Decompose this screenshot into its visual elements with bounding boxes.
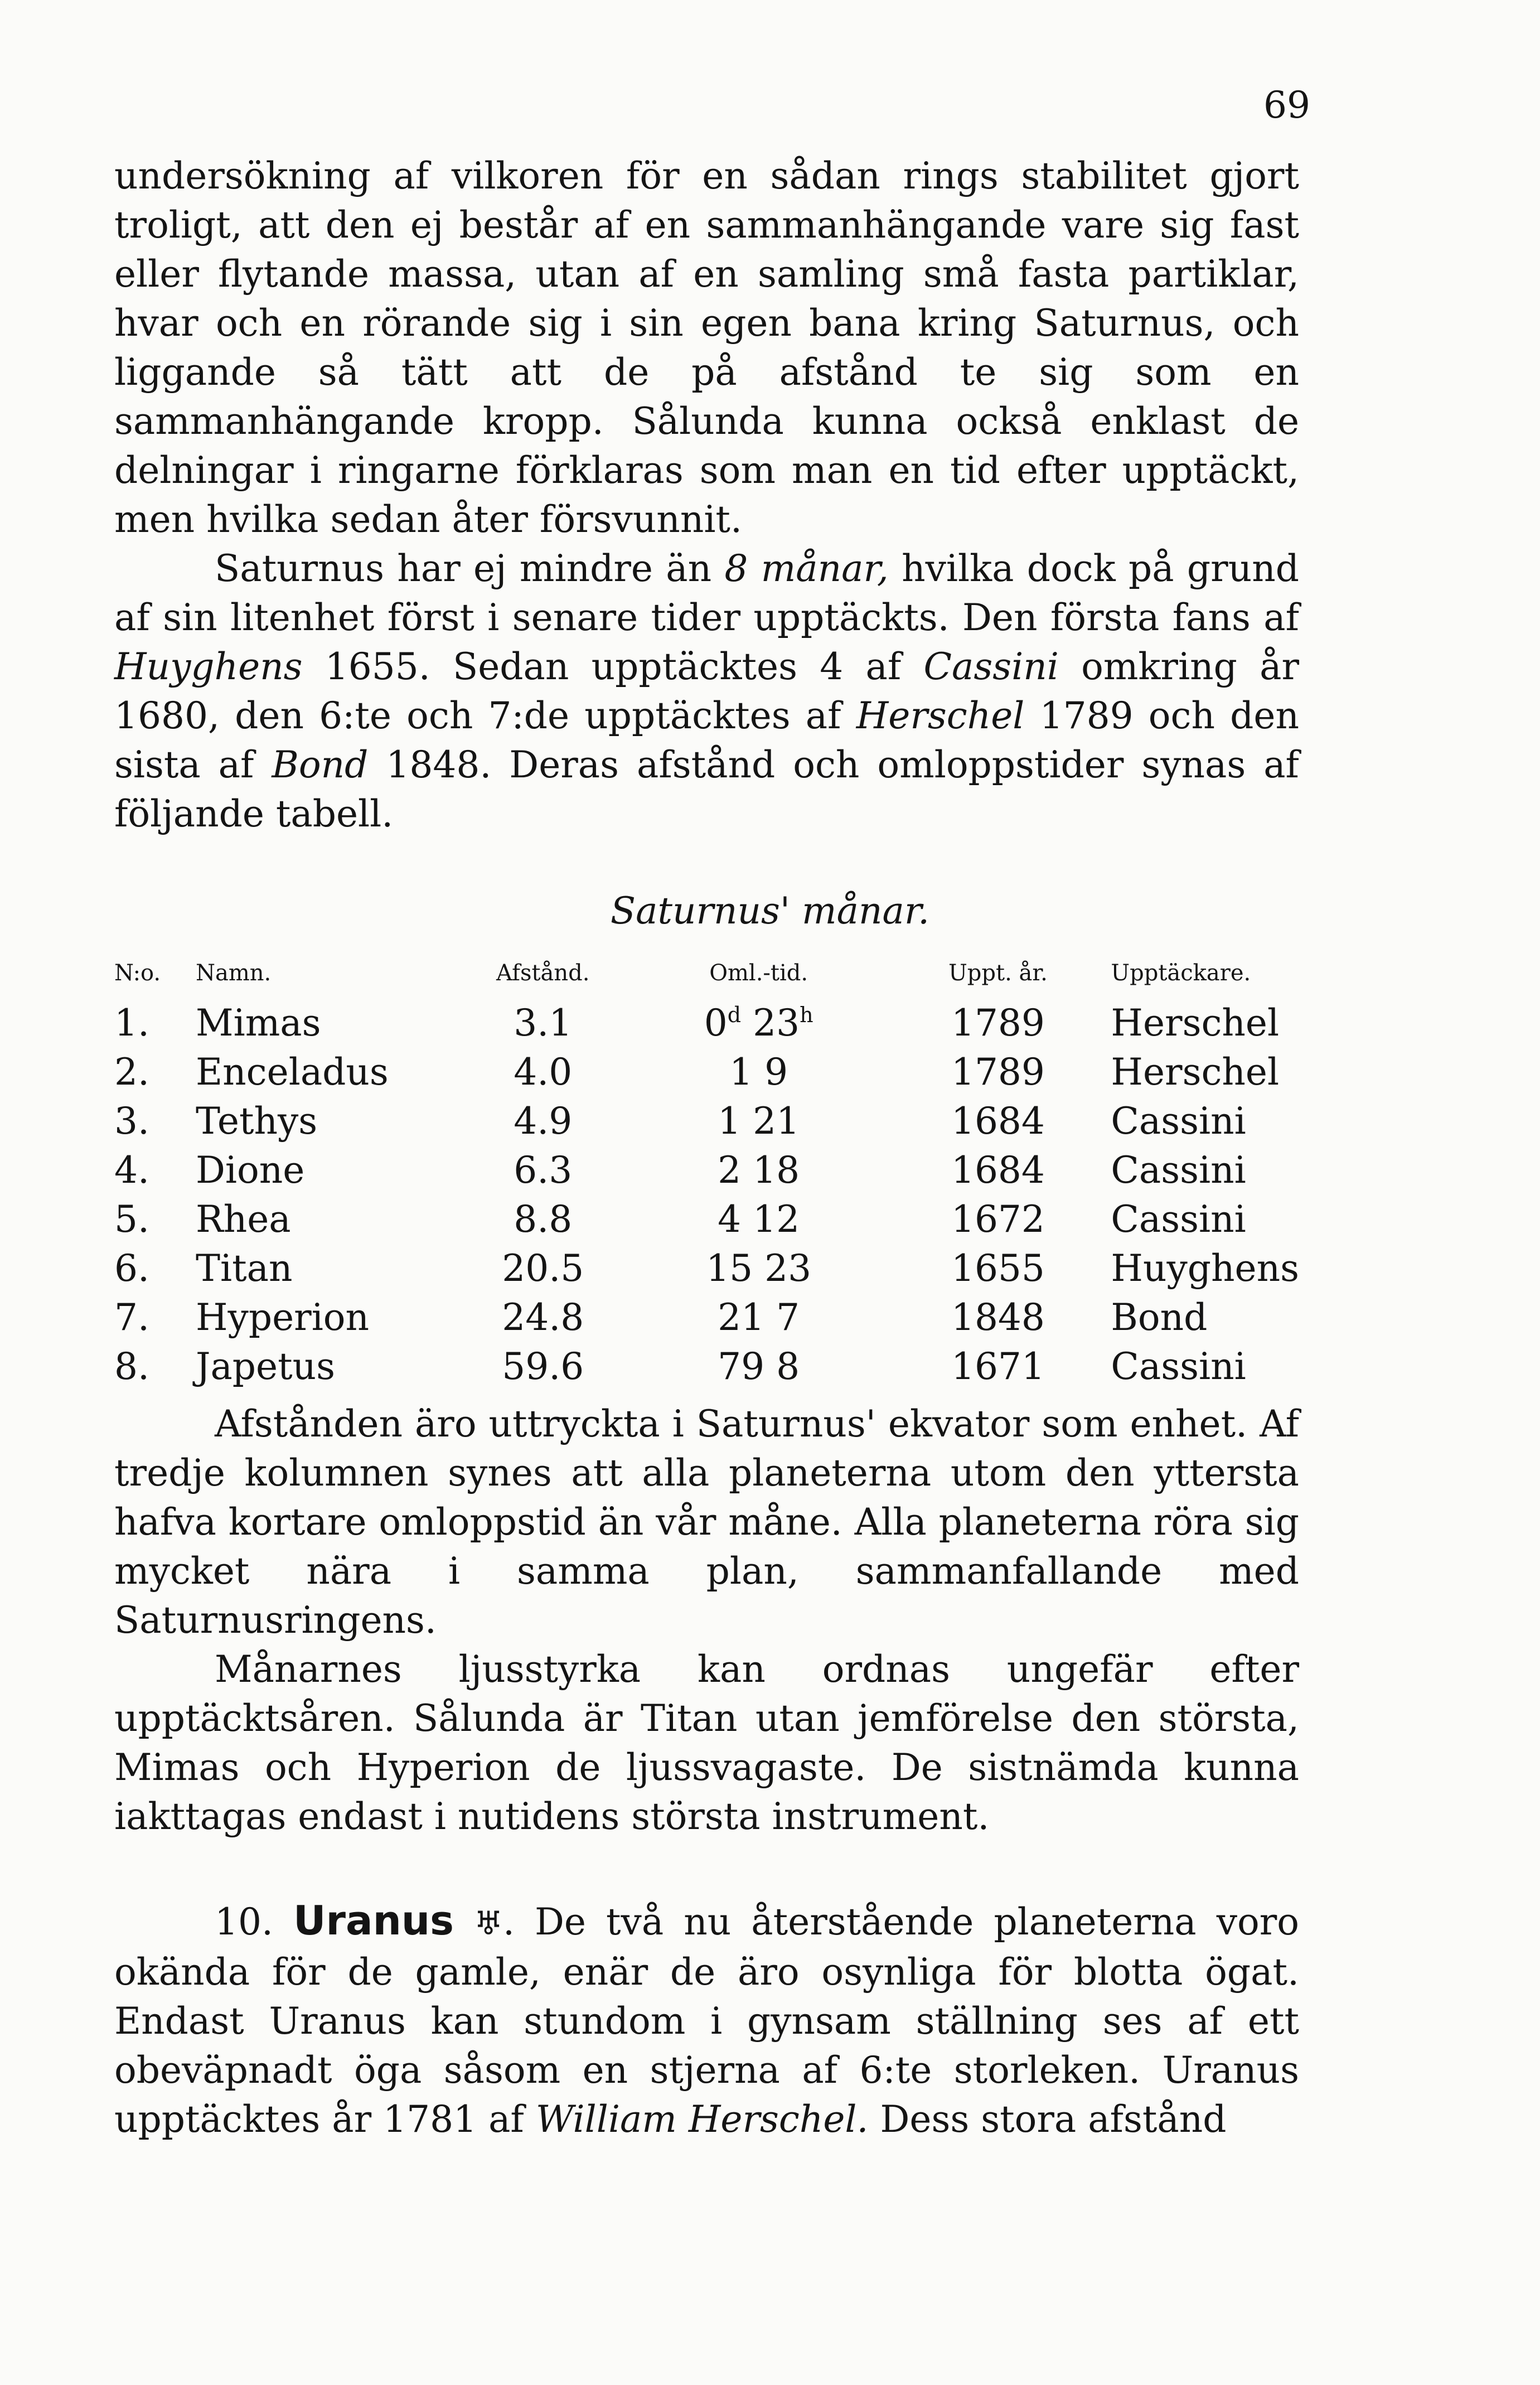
header-number: N:o. xyxy=(114,960,161,986)
cell-name: Hyperion xyxy=(196,1295,370,1339)
cell-distance: 59.6 xyxy=(502,1344,584,1388)
cell-distance: 4.0 xyxy=(514,1050,573,1094)
table-row xyxy=(114,1342,1299,1391)
page-number: 69 xyxy=(1263,84,1310,127)
cell-number: 2. xyxy=(114,1050,149,1094)
cell-distance: 8.8 xyxy=(514,1197,573,1241)
cell-period: 15 23 xyxy=(706,1246,812,1290)
cell-year: 1789 xyxy=(951,1050,1045,1094)
header-period: Oml.-tid. xyxy=(709,960,808,986)
cell-number: 1. xyxy=(114,1001,149,1044)
cell-period: 4 12 xyxy=(718,1197,800,1241)
section-title: Uranus xyxy=(293,1897,454,1944)
cell-discoverer: Bond xyxy=(1111,1295,1208,1339)
cell-discoverer: Herschel xyxy=(1111,1001,1280,1044)
cell-year: 1655 xyxy=(951,1246,1045,1290)
table-row xyxy=(114,1293,1299,1342)
header-distance: Afstånd. xyxy=(496,960,590,986)
paragraph-brightness: Månarnes ljusstyrka kan ordnas ungefär efter upptäcktsåren. Sålunda är Titan utan jemförelse den största, Mimas och Hyperion de ljussvagaste. De sistnämda kunna iakttagas endast i nutidens största instrument. xyxy=(114,1648,1299,1838)
cell-distance: 4.9 xyxy=(514,1099,573,1143)
cell-distance: 3.1 xyxy=(514,1001,573,1044)
table-row xyxy=(114,1096,1299,1145)
cell-name: Titan xyxy=(196,1246,293,1290)
cell-discoverer: Huyghens xyxy=(1111,1246,1299,1290)
paragraph-ring-stability: undersökning af vilkoren för en sådan rings stabilitet gjort troligt, att den ej består af en sammanhängande vare sig fast eller flytande massa, utan af en samling små fasta partiklar, hvar och en rörande sig i sin egen bana kring Saturnus, och liggande så tätt att de på afstånd te sig som en sammanhängande kropp. Sålunda kunna också enklast de delningar i ringarne förklaras som man en tid efter upptäckt, men hvilka sedan åter försvunnit. xyxy=(114,154,1299,541)
cell-number: 4. xyxy=(114,1148,149,1192)
cell-discoverer: Cassini xyxy=(1111,1197,1246,1241)
table-row xyxy=(114,998,1299,1047)
cell-period: 2 18 xyxy=(718,1148,800,1192)
cell-year: 1671 xyxy=(951,1344,1045,1388)
cell-number: 8. xyxy=(114,1344,149,1388)
cell-name: Rhea xyxy=(196,1197,291,1241)
header-discoverer: Upptäckare. xyxy=(1111,960,1251,986)
cell-discoverer: Cassini xyxy=(1111,1148,1246,1192)
cell-name: Tethys xyxy=(196,1099,318,1143)
paragraph-distances-note: Afstånden äro uttryckta i Saturnus' ekvator som enhet. Af tredje kolumnen synes att alla planeterna utom den yttersta hafva kortare omloppstid än vår måne. Alla planeterna röra sig mycket nära i samma plan, sammanfallande med Saturnusringens. xyxy=(114,1402,1299,1642)
cell-year: 1789 xyxy=(951,1001,1045,1044)
table-caption: Saturnus' månar. xyxy=(610,889,930,932)
cell-distance: 20.5 xyxy=(502,1246,584,1290)
text-block-top xyxy=(114,152,1299,839)
cell-period: 1 21 xyxy=(718,1099,800,1143)
cell-number: 5. xyxy=(114,1197,149,1241)
cell-year: 1848 xyxy=(951,1295,1045,1339)
header-year: Uppt. år. xyxy=(948,960,1048,986)
text-block-after-table xyxy=(114,1400,1299,1841)
section-uranus: 10. Uranus ♅. De två nu återstående planeterna voro okända för de gamle, enär de äro osynliga för blotta ögat. Endast Uranus kan stundom i gynsam ställning ses af ett obeväpnadt öga såsom en stjerna af 6:te storleken. Uranus upptäcktes år 1781 af William Herschel. Dess stora afstånd xyxy=(114,1897,1299,2141)
table-row xyxy=(114,1194,1299,1244)
cell-discoverer: Cassini xyxy=(1111,1344,1246,1388)
cell-number: 3. xyxy=(114,1099,149,1143)
table-row xyxy=(114,1244,1299,1293)
uranus-symbol-icon: ♅ xyxy=(474,1904,503,1942)
table-row xyxy=(114,1145,1299,1194)
cell-name: Enceladus xyxy=(196,1050,389,1094)
cell-period: 0$^d$ 23$^h$ xyxy=(704,1001,813,1044)
cell-period: 21 7 xyxy=(718,1295,800,1339)
cell-year: 1684 xyxy=(951,1148,1045,1192)
cell-year: 1684 xyxy=(951,1099,1045,1143)
cell-period: 1 9 xyxy=(729,1050,788,1094)
cell-period: 79 8 xyxy=(718,1344,800,1388)
cell-number: 7. xyxy=(114,1295,149,1339)
cell-distance: 6.3 xyxy=(514,1148,573,1192)
header-name: Namn. xyxy=(196,960,272,986)
cell-number: 6. xyxy=(114,1246,149,1290)
cell-name: Mimas xyxy=(196,1001,321,1044)
table-header-row xyxy=(114,959,1299,998)
section-number: 10. xyxy=(215,1900,273,1943)
cell-distance: 24.8 xyxy=(502,1295,584,1339)
table-row xyxy=(114,1047,1299,1096)
cell-year: 1672 xyxy=(951,1197,1045,1241)
cell-name: Dione xyxy=(196,1148,305,1192)
saturn-moons-table xyxy=(114,959,1299,1391)
cell-name: Japetus xyxy=(196,1344,336,1388)
cell-discoverer: Cassini xyxy=(1111,1099,1246,1143)
cell-discoverer: Herschel xyxy=(1111,1050,1280,1094)
paragraph-saturn-moons-intro: Saturnus har ej mindre än 8 månar, hvilka dock på grund af sin litenhet först i senare tider upptäckts. Den första fans af Huyghens 1655. Sedan upptäcktes 4 af Cassini omkring år 1680, den 6:te och 7:de upptäcktes af Herschel 1789 och den sista af Bond 1848. Deras afstånd och omloppstider synas af följande tabell. xyxy=(114,547,1300,835)
